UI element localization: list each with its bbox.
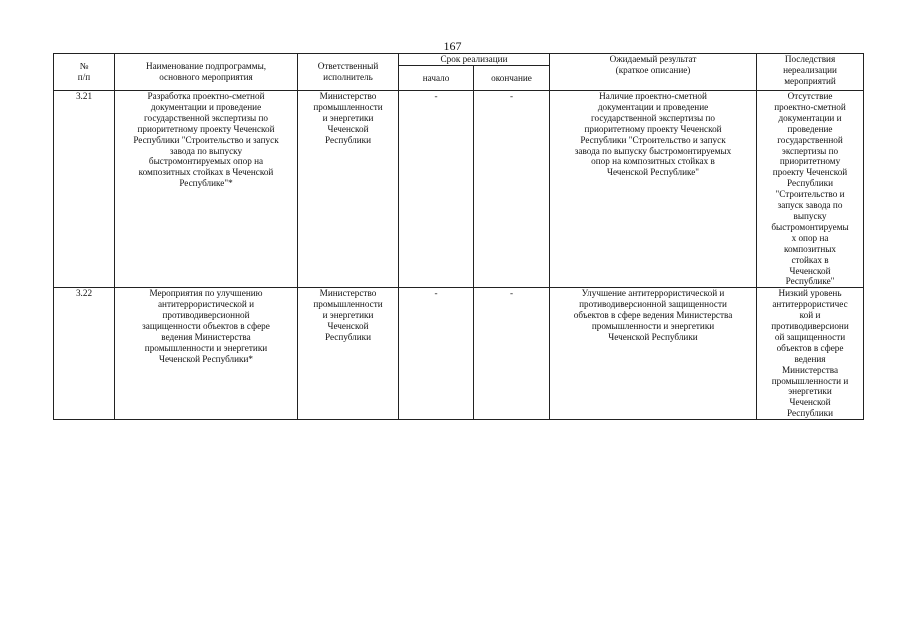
header-consequences: Последствия нереализации мероприятий bbox=[757, 54, 864, 91]
row-num: 3.21 bbox=[54, 91, 115, 288]
row-start: - bbox=[399, 288, 474, 420]
header-period: Срок реализации bbox=[399, 54, 550, 66]
row-consequences: Низкий уровень антитеррористичес кой и противодиверсиони ой защищенности объектов в сфере ведения Министерства промышленности и энергетики Чеченской Республики bbox=[757, 288, 864, 420]
table-row bbox=[54, 288, 864, 420]
header-num: № п/п bbox=[54, 54, 115, 91]
row-result: Улучшение антитеррористической и противодиверсионной защищенности объектов в сфере ведения Министерства промышленности и энергетики Чеченской Республики bbox=[550, 288, 757, 420]
row-responsible: Министерство промышленности и энергетики Чеченской Республики bbox=[298, 91, 399, 288]
header-start: начало bbox=[399, 66, 474, 91]
row-end: - bbox=[474, 91, 550, 288]
row-name: Мероприятия по улучшению антитеррористической и противодиверсионной защищенности объектов в сфере ведения Министерства промышленности и энергетики Чеченской Республики* bbox=[115, 288, 298, 420]
row-num: 3.22 bbox=[54, 288, 115, 420]
header-name: Наименование подпрограммы, основного мероприятия bbox=[115, 54, 298, 91]
header-row-1 bbox=[54, 54, 864, 66]
table-row bbox=[54, 91, 864, 288]
page-number: 167 bbox=[443, 39, 462, 53]
row-name: Разработка проектно-сметной документации и проведение государственной экспертизы по приоритетному проекту Чеченской Республики "Строительство и запуск завода по выпуску быстромонтируемых опор на композитных стойках в Чеченской Республике"* bbox=[115, 91, 298, 288]
header-responsible: Ответственный исполнитель bbox=[298, 54, 399, 91]
row-end: - bbox=[474, 288, 550, 420]
header-end: окончание bbox=[474, 66, 550, 91]
row-responsible: Министерство промышленности и энергетики Чеченской Республики bbox=[298, 288, 399, 420]
program-table bbox=[53, 53, 864, 420]
row-start: - bbox=[399, 91, 474, 288]
row-consequences: Отсутствие проектно-сметной документации и проведение государственной экспертизы по приоритетному проекту Чеченской Республики "Строительство и запуск завода по выпуску быстромонтируемы х опор на композитных стойках в Чеченской Республике" bbox=[757, 91, 864, 288]
row-result: Наличие проектно-сметной документации и проведение государственной экспертизы по приоритетному проекту Чеченской Республики "Строительство и запуск завода по выпуску быстромонтируемых опор на композитных стойках в Чеченской Республике" bbox=[550, 91, 757, 288]
header-result: Ожидаемый результат (краткое описание) bbox=[550, 54, 757, 91]
